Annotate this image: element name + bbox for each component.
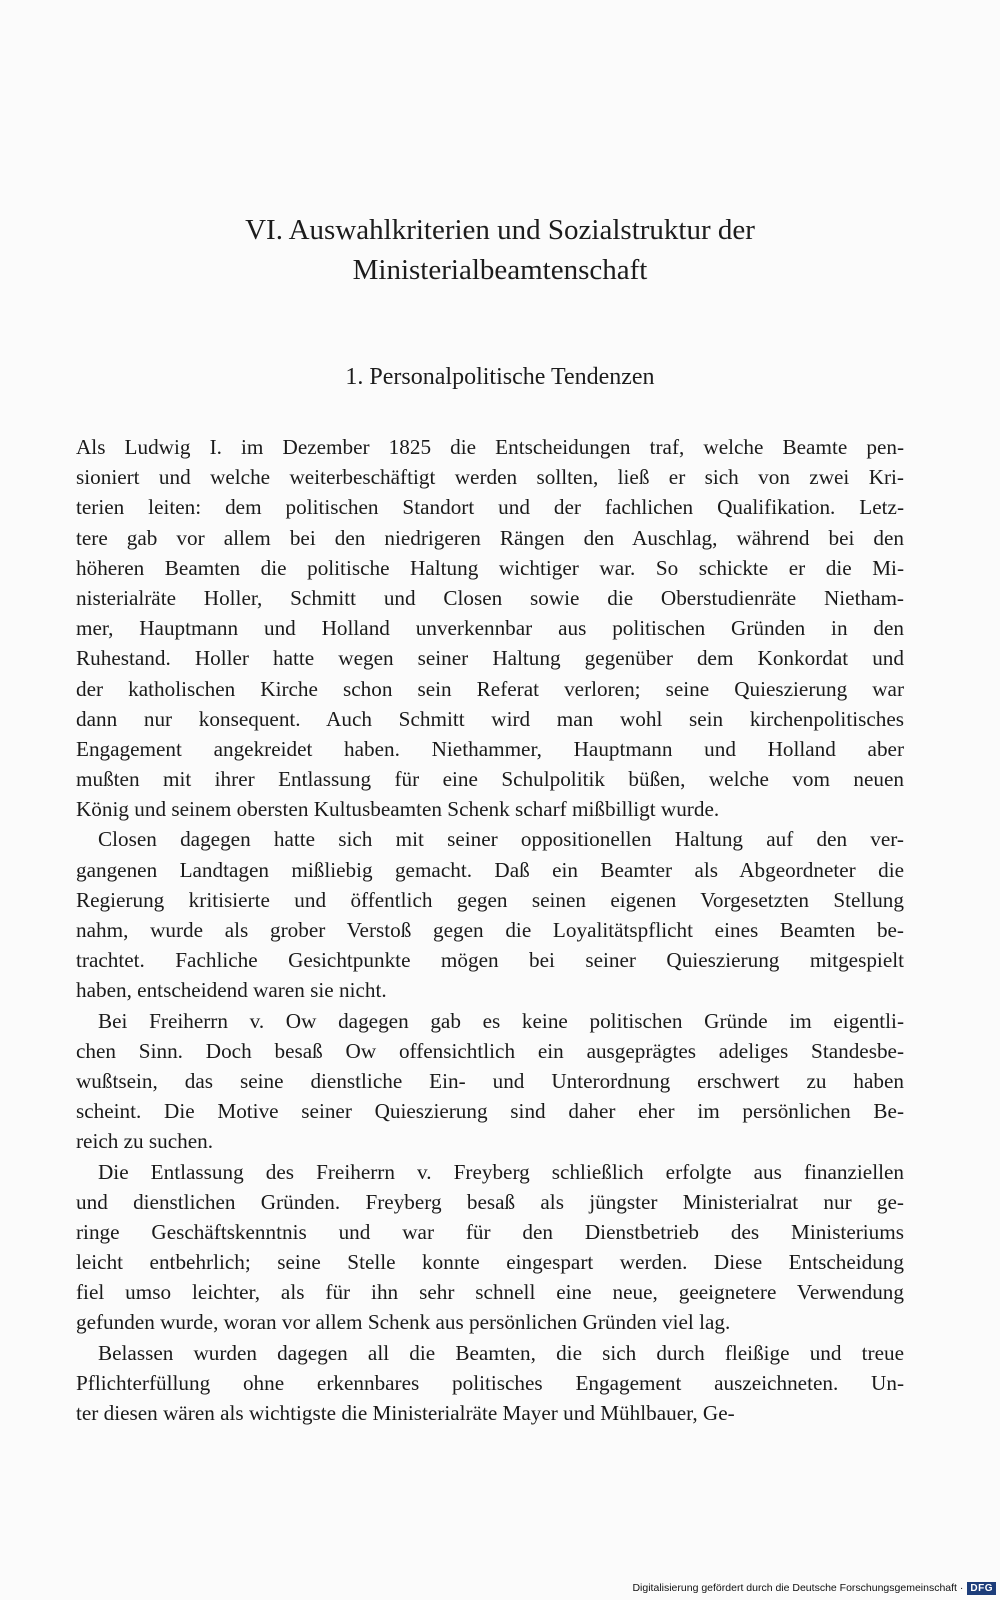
text-line: Regierung kritisierte und öffentlich gegen seinen eigenen Vorgesetzten Stellung xyxy=(76,887,904,912)
text-line: mer, Hauptmann und Holland unverkennbar aus politischen Gründen in den xyxy=(76,616,904,641)
footer-credit-text: Digitalisierung gefördert durch die Deutsche Forschungsgemeinschaft · xyxy=(632,1582,964,1594)
body-text xyxy=(76,432,904,1428)
text-line: scheint. Die Motive seiner Quieszierung sind daher eher im persönlichen Be- xyxy=(76,1099,904,1124)
text-line: ter diesen wären als wichtigste die Ministerialräte Mayer und Mühlbauer, Ge- xyxy=(76,1401,735,1425)
section-title: 1. Personalpolitische Tendenzen xyxy=(345,364,655,390)
text-line: König und seinem obersten Kultusbeamten Schenk scharf mißbilligt wurde. xyxy=(76,797,720,822)
text-line: haben, entscheidend waren sie nicht. xyxy=(76,978,387,1003)
text-line: reich zu suchen. xyxy=(76,1129,214,1154)
text-line: Pflichterfüllung ohne erkennbares politisches Engagement auszeichneten. Un- xyxy=(76,1370,904,1395)
text-line: Bei Freiherrn v. Ow dagegen gab es keine politischen Gründe im eigentli- xyxy=(98,1008,904,1033)
text-line: dann nur konsequent. Auch Schmitt wird man wohl sein kirchenpolitisches xyxy=(76,706,904,731)
paragraph xyxy=(76,1157,904,1338)
dfg-logo: DFG xyxy=(967,1582,996,1595)
text-line: nahm, wurde als grober Verstoß gegen die Loyalitätspflicht eines Beamten be- xyxy=(76,918,904,942)
paragraph xyxy=(76,824,904,1005)
text-line: der katholischen Kirche schon sein Referat verloren; seine Quieszierung war xyxy=(76,676,904,701)
text-line: sioniert und welche weiterbeschäftigt werden sollten, ließ er sich von zwei Kri- xyxy=(76,465,904,490)
text-line: höheren Beamten die politische Haltung wichtiger war. So schickte er die Mi- xyxy=(76,555,904,580)
text-line: terien leiten: dem politischen Standort und der fachlichen Qualifikation. Letz- xyxy=(76,495,904,520)
text-line: chen Sinn. Doch besaß Ow offensichtlich ein ausgeprägtes adeliges Standesbe- xyxy=(76,1038,904,1063)
paragraph xyxy=(76,1338,904,1429)
text-line: tere gab vor allem bei den niedrigeren Rängen den Auschlag, während bei den xyxy=(76,525,904,550)
text-line: nisterialräte Holler, Schmitt und Closen sowie die Oberstudienräte Nietham- xyxy=(76,585,904,610)
paragraph xyxy=(76,1006,904,1157)
text-line: und dienstlichen Gründen. Freyberg besaß als jüngster Ministerialrat nur ge- xyxy=(76,1189,904,1214)
text-line: Ruhestand. Holler hatte wegen seiner Haltung gegenüber dem Konkordat und xyxy=(76,646,904,671)
chapter-title-line-1: VI. Auswahlkriterien und Sozialstruktur der xyxy=(245,214,755,246)
text-line: Engagement angekreidet haben. Niethammer, Hauptmann und Holland aber xyxy=(76,736,904,761)
text-line: wußtsein, das seine dienstliche Ein- und Unterordnung erschwert zu haben xyxy=(76,1068,904,1093)
text-line: Closen dagegen hatte sich mit seiner oppositionellen Haltung auf den ver- xyxy=(98,827,904,852)
text-line: Die Entlassung des Freiherrn v. Freyberg schließlich erfolgte aus finanziellen xyxy=(98,1159,904,1184)
text-line: Belassen wurden dagegen all die Beamten, die sich durch fleißige und treue xyxy=(98,1340,904,1365)
chapter-title xyxy=(0,210,1000,290)
chapter-title-line-2: Ministerialbeamtenschaft xyxy=(352,254,648,286)
digitization-footer xyxy=(632,1578,996,1598)
text-line: mußten mit ihrer Entlassung für eine Schulpolitik büßen, welche vom neuen xyxy=(76,767,904,792)
text-line: fiel umso leichter, als für ihn sehr schnell eine neue, geeignetere Verwendung xyxy=(76,1280,904,1305)
text-line: trachtet. Fachliche Gesichtpunkte mögen bei seiner Quieszierung mitgespielt xyxy=(76,948,904,973)
text-line: leicht entbehrlich; seine Stelle konnte eingespart werden. Diese Entscheidung xyxy=(76,1250,904,1275)
text-line: gefunden wurde, woran vor allem Schenk aus persönlichen Gründen viel lag. xyxy=(76,1310,731,1335)
text-line: Als Ludwig I. im Dezember 1825 die Entscheidungen traf, welche Beamte pen- xyxy=(76,435,904,459)
text-line: ringe Geschäftskenntnis und war für den Dienstbetrieb des Ministeriums xyxy=(76,1219,904,1244)
paragraph xyxy=(76,432,904,824)
text-line: gangenen Landtagen mißliebig gemacht. Daß ein Beamter als Abgeordneter die xyxy=(76,857,904,882)
